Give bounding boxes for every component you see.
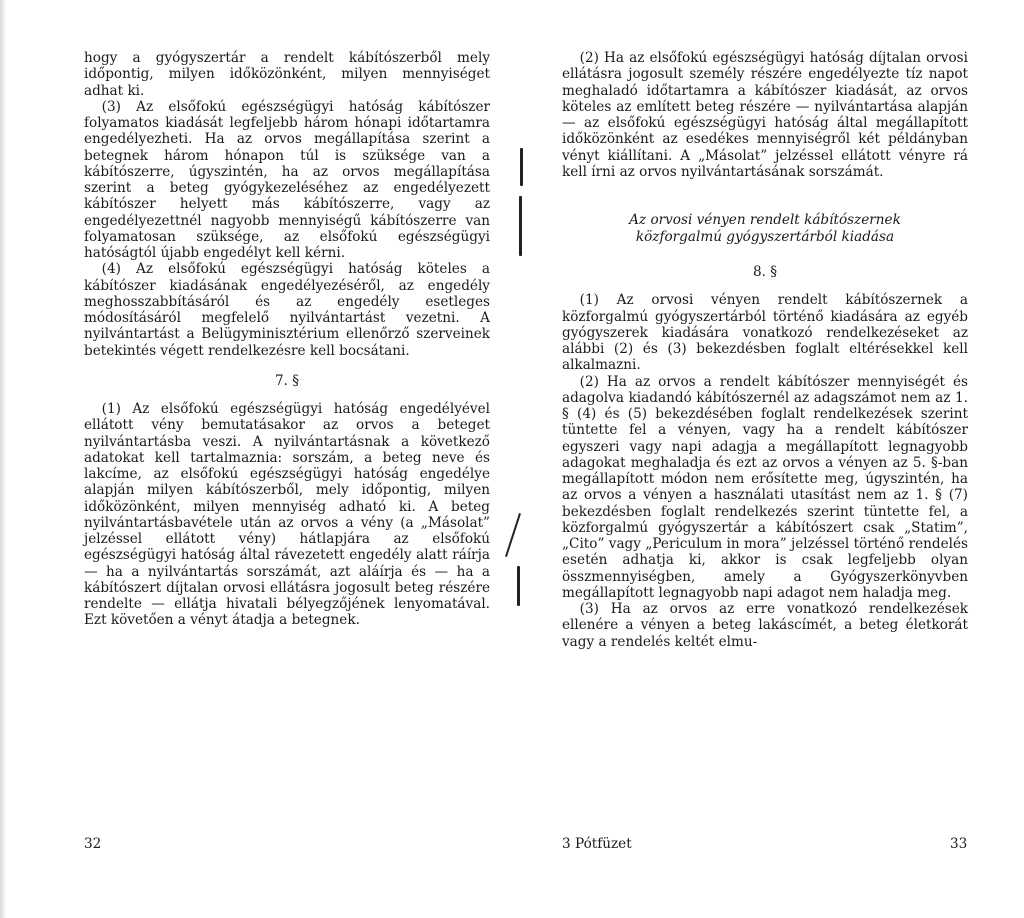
page-number-right: 33 <box>950 836 968 852</box>
gutter-mark-1 <box>520 148 523 186</box>
right-page-column <box>562 50 968 650</box>
left-page-column <box>84 50 490 629</box>
page-number-left: 32 <box>84 836 102 852</box>
section-8-paragraph-1: (1) Az orvosi vényen rendelt kábítószernek a közforgalmú gyógyszertárból történő kiadására az egyéb gyógyszerek kiadására vonatkozó rendelkezéseket az alábbi (2) és (3) bekezdésben foglalt eltérésekkel kell alkalmazni. <box>562 292 968 374</box>
left-paragraph-3: (3) Az elsőfokú egészségügyi hatóság kábítószer folyamatos kiadását legfeljebb három hónapi időtartamra engedélyezheti. Ha az orvos megállapítása szerint a betegnek három hónapon túl is szüksége van a kábítószerre, úgyszintén, ha az orvos megállapítása szerint a beteg gyógykezeléséhez az engedélyezett kábítószer helyett más kábítószerre, vagy az engedélyezettnél nagyobb mennyiségű kábítószerre van folyamatosan szüksége, az elsőfokú egészségügyi hatóságtól újabb engedélyt kell kérni. <box>84 98 490 261</box>
gutter-mark-2 <box>519 196 522 256</box>
gutter-mark-4 <box>517 566 520 606</box>
section-8-paragraph-2: (2) Ha az orvos a rendelt kábítószer mennyiségét és adagolva kiadandó kábítószernél az adagszámot nem az 1. § (4) és (5) bekezdésében foglalt rendelkezések szerint tüntette fel a vényen, vagy ha a rendelt kábítószer egyszeri vagy napi adagja a megállapított legnagyobb adagokat meghaladja és ezt az orvos a vényen az 5. §-ban megállapított módon nem erősítette meg, úgyszintén, ha az orvos a vényen a használati utasítást nem az 1. § (7) bekezdésben foglalt rendelkezés szerint tüntette fel, a közforgalmú gyógyszertár a kábítószert csak „Statim”, „Cito” vagy „Periculum in mora” jelzéssel történő rendelés esetén adhatja ki, akkor is csak legfeljebb olyan összmennyiségben, amely a Gyógyszerkönyvben megállapított legnagyobb napi adagot nem haladja meg. <box>562 373 968 601</box>
left-paragraph-continuation: hogy a gyógyszertár a rendelt kábítószerből mely időpontig, milyen időközönként, milyen mennyiséget adhat ki. <box>84 50 490 99</box>
left-paragraph-4: (4) Az elsőfokú egészségügyi hatóság köteles a kábítószer kiadásának engedélyezéséről, az engedély meghosszabbításáról és az engedély esetleges módosításáról megfelelő nyilvántartást vezetni. A nyilvántartást a Belügyminisztérium ellenőrző szerveinek betekintés végett rendelkezésre kell bocsátani. <box>84 261 490 359</box>
section-7-paragraph-1: (1) Az elsőfokú egészségügyi hatóság engedélyével ellátott vény bemutatásakor az orvos a beteget nyilvántartásba veszi. A nyilvántartásnak a következő adatokat kell tartalmaznia: sorszám, a beteg neve és lakcíme, az elsőfokú egészségügyi hatóság engedélye alapján milyen kábítószerből, mely időpontig, milyen időközönként, milyen mennyiség adható ki. A beteg nyilvántartásbavétele után az orvos a vény (a „Másolat” jelzéssel ellátott vény) hátlapjára az elsőfokú egészségügyi hatóság által rávezetett engedély alatt ráírja — ha a nyilvántartás sorszámát, azt aláírja és — ha a kábítószert díjtalan orvosi ellátásra jogosult beteg részére rendelte — ellátja hivatali bélyegzőjének lenyomatával. Ezt követően a vényt átadja a betegnek. <box>84 401 490 629</box>
subtitle-line-1: Az orvosi vényen rendelt kábítószernek <box>629 212 901 228</box>
gutter-mark-3 <box>505 513 521 557</box>
right-paragraph-2: (2) Ha az elsőfokú egészségügyi hatóság díjtalan orvosi ellátásra jogosult személy részére engedélyezte tíz napot meghaladó időtartamra a kábítószer kiadását, az orvos köteles az említett beteg részére — nyilvántartása alapján — az elsőfokú egészségügyi hatóság által megállapított időközönként az esedékes mennyiségről két példányban vényt kiállítani. A „Másolat” jelzéssel ellátott vényre rá kell írni az orvos nyilvántartásának sorszámát. <box>562 50 968 180</box>
subtitle-line-2: közforgalmú gyógyszertárból kiadása <box>635 229 895 245</box>
section-heading-8: 8. § <box>752 264 778 280</box>
scan-edge-shadow <box>0 0 6 918</box>
section-subtitle <box>562 212 968 246</box>
section-heading-7: 7. § <box>274 372 300 389</box>
signature-mark: 3 Pótfüzet <box>562 836 632 852</box>
section-8-paragraph-3: (3) Ha az orvos az erre vonatkozó rendelkezések ellenére a vényen a beteg lakáscímét, a beteg életkorát vagy a rendelés keltét elmu- <box>562 601 968 650</box>
